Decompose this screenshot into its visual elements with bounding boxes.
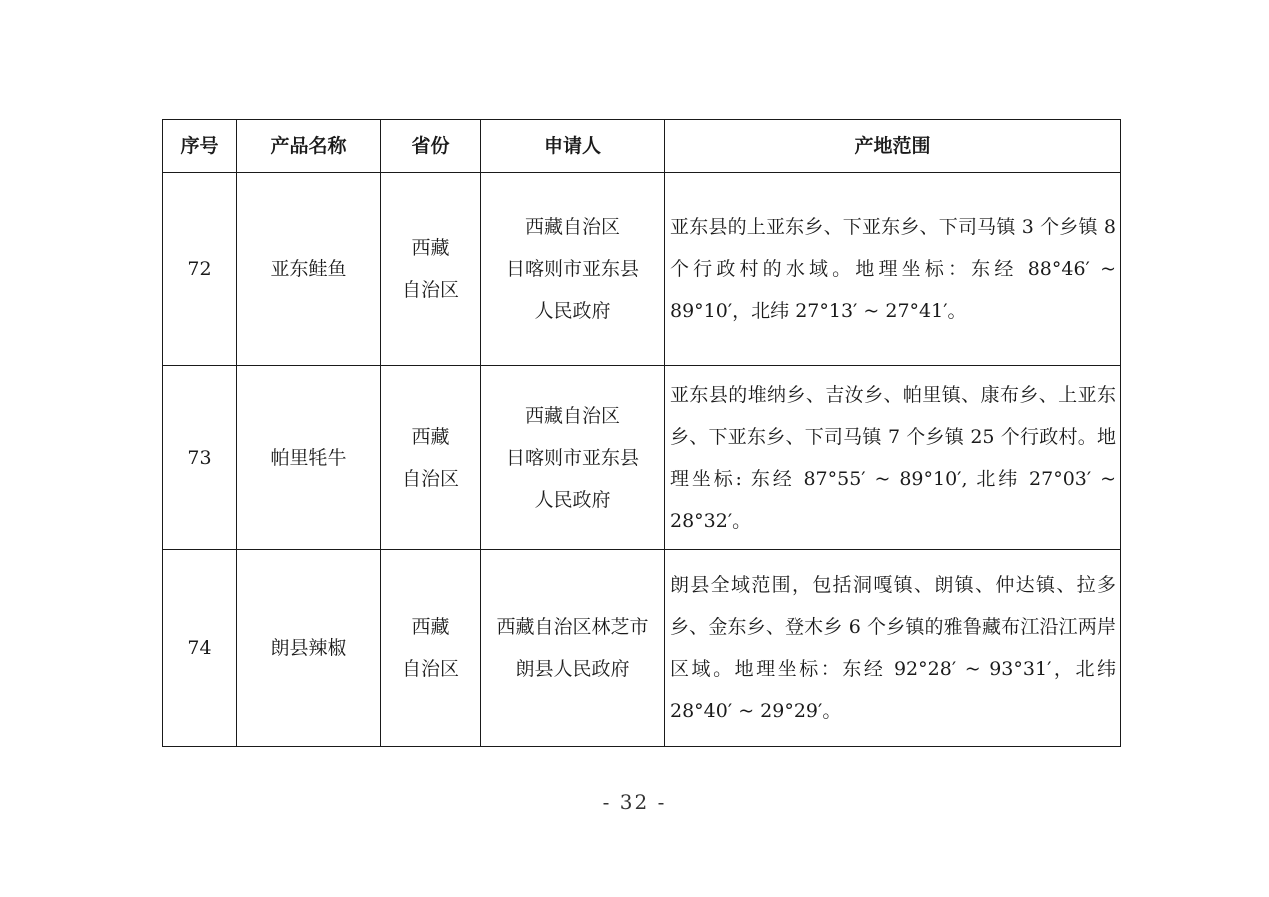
province-line: 西藏 <box>411 237 450 259</box>
cell-province <box>381 366 481 550</box>
header-province: 省份 <box>381 120 481 173</box>
cell-production-range: 朗县全域范围，包括洞嘎镇、朗镇、仲达镇、拉多乡、金东乡、登木乡 6 个乡镇的雅鲁藏布江沿江两岸区域。地理坐标：东经 92°28′ ~ 93°31′，北纬 28°40′ ~ 29°29′。 <box>665 550 1121 747</box>
cell-applicant <box>481 550 665 747</box>
cell-production-range: 亚东县的上亚东乡、下亚东乡、下司马镇 3 个乡镇 8 个行政村的水域。地理坐标：东经 88°46′ ~ 89°10′，北纬 27°13′ ~ 27°41′。 <box>665 173 1121 366</box>
cell-applicant <box>481 366 665 550</box>
table-row <box>163 173 1121 366</box>
applicant-line: 日喀则市亚东县 <box>505 446 639 469</box>
applicant-line: 人民政府 <box>534 488 611 511</box>
cell-production-range: 亚东县的堆纳乡、吉汝乡、帕里镇、康布乡、上亚东乡、下亚东乡、下司马镇 7 个乡镇 25 个行政村。地理坐标: 东经 87°55′ ~ 89°10′, 北纬 27°03′ ~ 28°32′。 <box>665 366 1121 550</box>
province-line: 自治区 <box>401 279 459 301</box>
cell-product-name: 帕里牦牛 <box>237 366 381 550</box>
applicant-line: 日喀则市亚东县 <box>505 258 639 280</box>
header-production-range: 产地范围 <box>665 120 1121 173</box>
page-number: - 32 - <box>602 790 667 814</box>
header-serial-number: 序号 <box>163 120 237 173</box>
header-product-name: 产品名称 <box>237 120 381 173</box>
applicant-line: 西藏自治区 <box>524 216 620 238</box>
cell-product-name: 朗县辣椒 <box>237 550 381 747</box>
applicant-line: 朗县人民政府 <box>515 658 630 680</box>
product-table <box>162 119 1121 747</box>
cell-serial-number: 73 <box>163 366 237 550</box>
cell-serial-number: 74 <box>163 550 237 747</box>
cell-province <box>381 550 481 747</box>
province-line: 自治区 <box>401 658 459 680</box>
table-row <box>163 550 1121 747</box>
applicant-line: 西藏自治区林芝市 <box>496 616 649 638</box>
province-line: 自治区 <box>401 467 459 490</box>
cell-product-name: 亚东鲑鱼 <box>237 173 381 366</box>
cell-applicant <box>481 173 665 366</box>
table-row <box>163 366 1121 550</box>
applicant-line: 西藏自治区 <box>524 404 620 427</box>
cell-serial-number: 72 <box>163 173 237 366</box>
header-applicant: 申请人 <box>481 120 665 173</box>
cell-province <box>381 173 481 366</box>
province-line: 西藏 <box>411 425 450 448</box>
province-line: 西藏 <box>411 616 450 638</box>
table-header-row <box>163 120 1121 173</box>
applicant-line: 人民政府 <box>534 300 611 322</box>
